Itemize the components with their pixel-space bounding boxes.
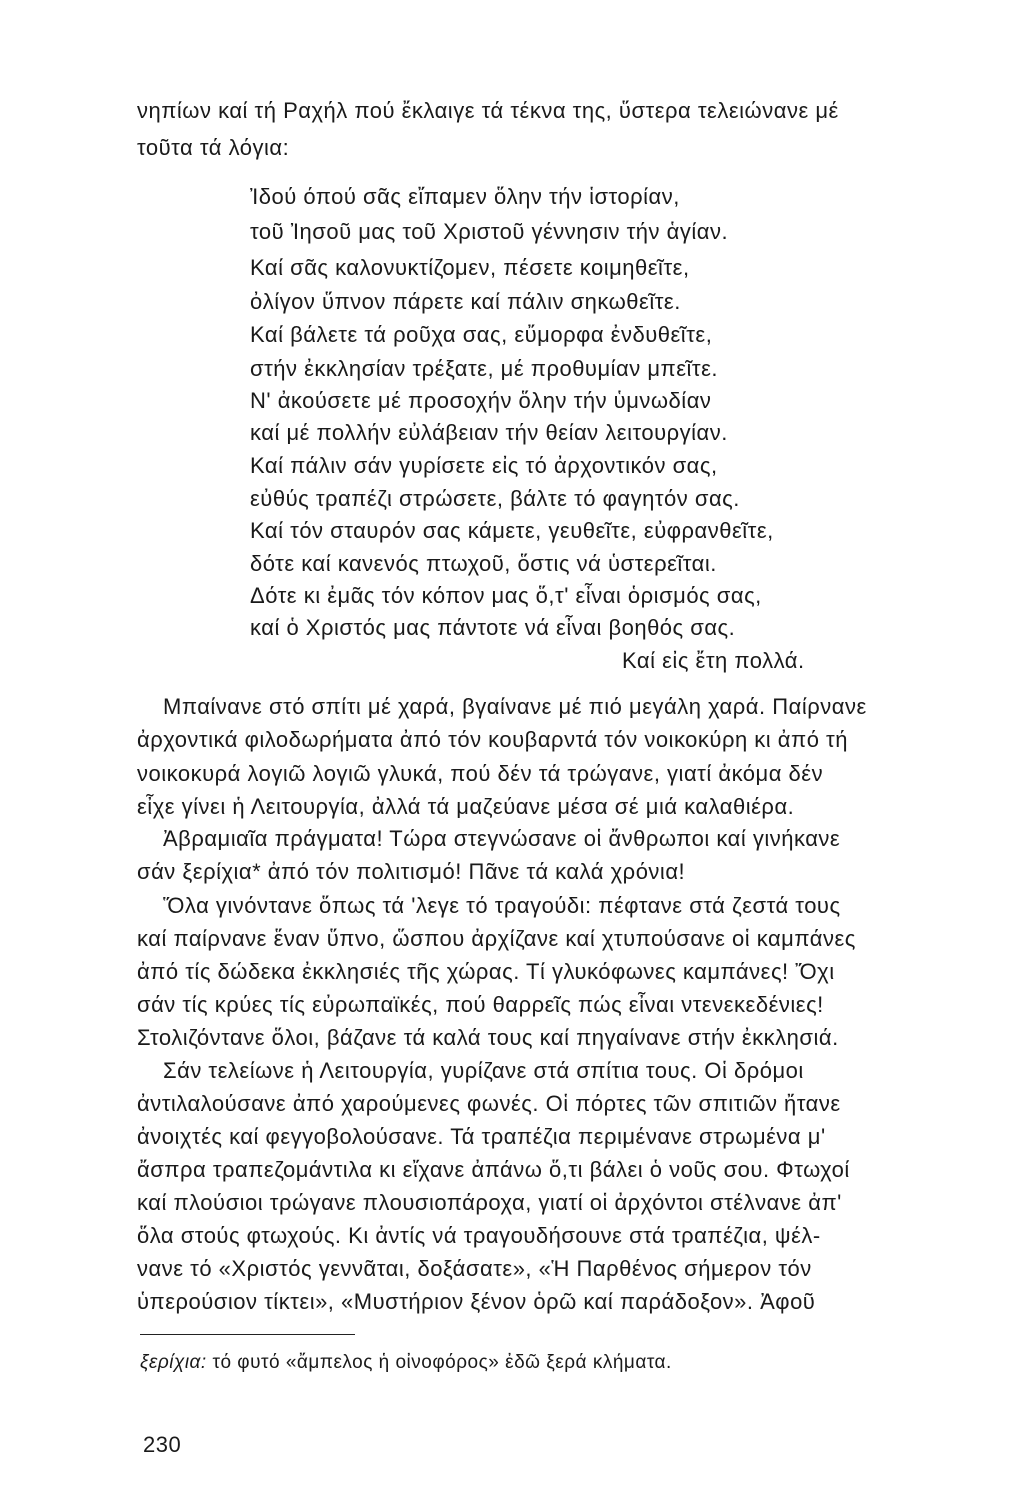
prose-line: ἀντιλαλούσανε ἀπό χαρούμενες φωνές. Οἱ πόρτες τῶν σπιτιῶν ἤτανε [137,1091,841,1116]
verse-line: Καί πάλιν σάν γυρίσετε εἰς τό ἀρχοντικόν σας, [250,453,718,478]
prose-line: νανε τό «Χριστός γεννᾶται, δοξάσατε», «Ἡ Παρθένος σήμερον τόν [137,1256,812,1281]
verse-line: εὐθύς τραπέζι στρώσετε, βάλτε τό φαγητόν σας. [250,486,740,511]
prose-line: Σάν τελείωνε ἡ Λειτουργία, γυρίζανε στά σπίτια τους. Οἱ δρόμοι [163,1058,804,1083]
footnote-term: ξερίχια: [140,1352,207,1373]
verse-line: τοῦ Ἰησοῦ μας τοῦ Χριστοῦ γέννησιν τήν ἁγίαν. [250,219,729,244]
verse-line: καί μέ πολλήν εὐλάβειαν τήν θείαν λειτουργίαν. [250,420,728,445]
prose-line: ὅλα στούς φτωχούς. Κι ἀντίς νά τραγουδήσουνε στά τραπέζια, ψέλ- [137,1223,821,1248]
verse-line: Ν' ἀκούσετε μέ προσοχήν ὅλην τήν ὑμνωδίαν [250,388,712,413]
verse-line: Καί βάλετε τά ροῦχα σας, εὔμορφα ἐνδυθεῖτε, [250,322,713,347]
footnote [140,1350,672,1376]
prose-line: σάν τίς κρύες τίς εὐρωπαϊκές, πού θαρρεῖς πώς εἶναι ντενεκεδένιες! [137,992,824,1017]
prose-line: καί πλούσιοι τρώγανε πλουσιοπάροχα, γιατί οἱ ἀρχόντοι στέλνανε ἀπ' [137,1190,842,1215]
footnote-divider [140,1334,355,1335]
prose-line: Μπαίνανε στό σπίτι μέ χαρά, βγαίνανε μέ πιό μεγάλη χαρά. Παίρνανε [163,694,867,719]
prose-line: ὑπερούσιον τίκτει», «Μυστήριον ξένον ὁρῶ καί παράδοξον». Ἀφοῦ [137,1289,816,1314]
verse-line: Δότε κι ἐμᾶς τόν κόπον μας ὅ,τ' εἶναι ὁρισμός σας, [250,583,762,608]
prose-line: εἶχε γίνει ἡ Λειτουργία, ἀλλά τά μαζεύανε μέσα σέ μιά καλαθιέρα. [137,794,795,819]
footnote-text: τό φυτό «ἄμπελος ἡ οἰνοφόρος» ἐδῶ ξερά κλήματα. [212,1352,672,1373]
blessing-line: Καί εἰς ἔτη πολλά. [622,648,805,673]
verse-line: Ἰδού όπού σᾶς εἴπαμεν ὅλην τήν ἱστορίαν, [250,184,680,209]
page-number: 230 [143,1432,182,1457]
verse-line: Καί τόν σταυρόν σας κάμετε, γευθεῖτε, εὐφρανθεῖτε, [250,518,774,543]
verse-line: Καί σᾶς καλονυκτίζομεν, πέσετε κοιμηθεῖτε, [250,255,690,280]
verse-line: ὀλίγον ὕπνον πάρετε καί πάλιν σηκωθεῖτε. [250,289,681,314]
prose-line: Ἀβραμιαῖα πράγματα! Τώρα στεγνώσανε οἱ ἄνθρωποι καί γινήκανε [163,826,841,851]
verse-line: καί ὁ Χριστός μας πάντοτε νά εἶναι βοηθός σας. [250,615,736,640]
prose-line: καί παίρνανε ἕναν ὕπνο, ὥσπου ἀρχίζανε καί χτυπούσανε οἱ καμπάνες [137,926,856,951]
prose-line: ἀνοιχτές καί φεγγοβολούσανε. Τά τραπέζια περιμένανε στρωμένα μ' [137,1124,826,1149]
prose-line: Στολιζόντανε ὅλοι, βάζανε τά καλά τους καί πηγαίνανε στήν ἐκκλησιά. [137,1025,839,1050]
prose-line: ἀπό τίς δώδεκα ἐκκλησιές τῆς χώρας. Τί γλυκόφωνες καμπάνες! Ὄχι [137,959,835,984]
prose-line: ἄσπρα τραπεζομάντιλα κι εἴχανε ἀπάνω ὅ,τι βάλει ὁ νοῦς σου. Φτωχοί [137,1157,850,1182]
prose-line: σάν ξερίχια* ἀπό τόν πολιτισμό! Πᾶνε τά καλά χρόνια! [137,859,686,884]
prose-line: νοικοκυρά λογιῶ λογιῶ γλυκά, πού δέν τά τρώγανε, γιατί ἀκόμα δέν [137,761,824,786]
verse-line: δότε καί κανενός πτωχοῦ, ὅστις νά ὑστερεῖται. [250,551,717,576]
intro-line: νηπίων καί τή Ραχήλ πού ἔκλαιγε τά τέκνα της, ὕστερα τελειώνανε μέ [137,98,839,123]
verse-line: στήν ἐκκλησίαν τρέξατε, μέ προθυμίαν μπεῖτε. [250,356,719,381]
prose-line: Ὅλα γινόντανε ὅπως τά 'λεγε τό τραγούδι: πέφτανε στά ζεστά τους [163,893,841,918]
intro-line: τοῦτα τά λόγια: [137,135,290,160]
prose-line: ἀρχοντικά φιλοδωρήματα ἀπό τόν κουβαρντά τόν νοικοκύρη κι ἀπό τή [137,727,848,752]
